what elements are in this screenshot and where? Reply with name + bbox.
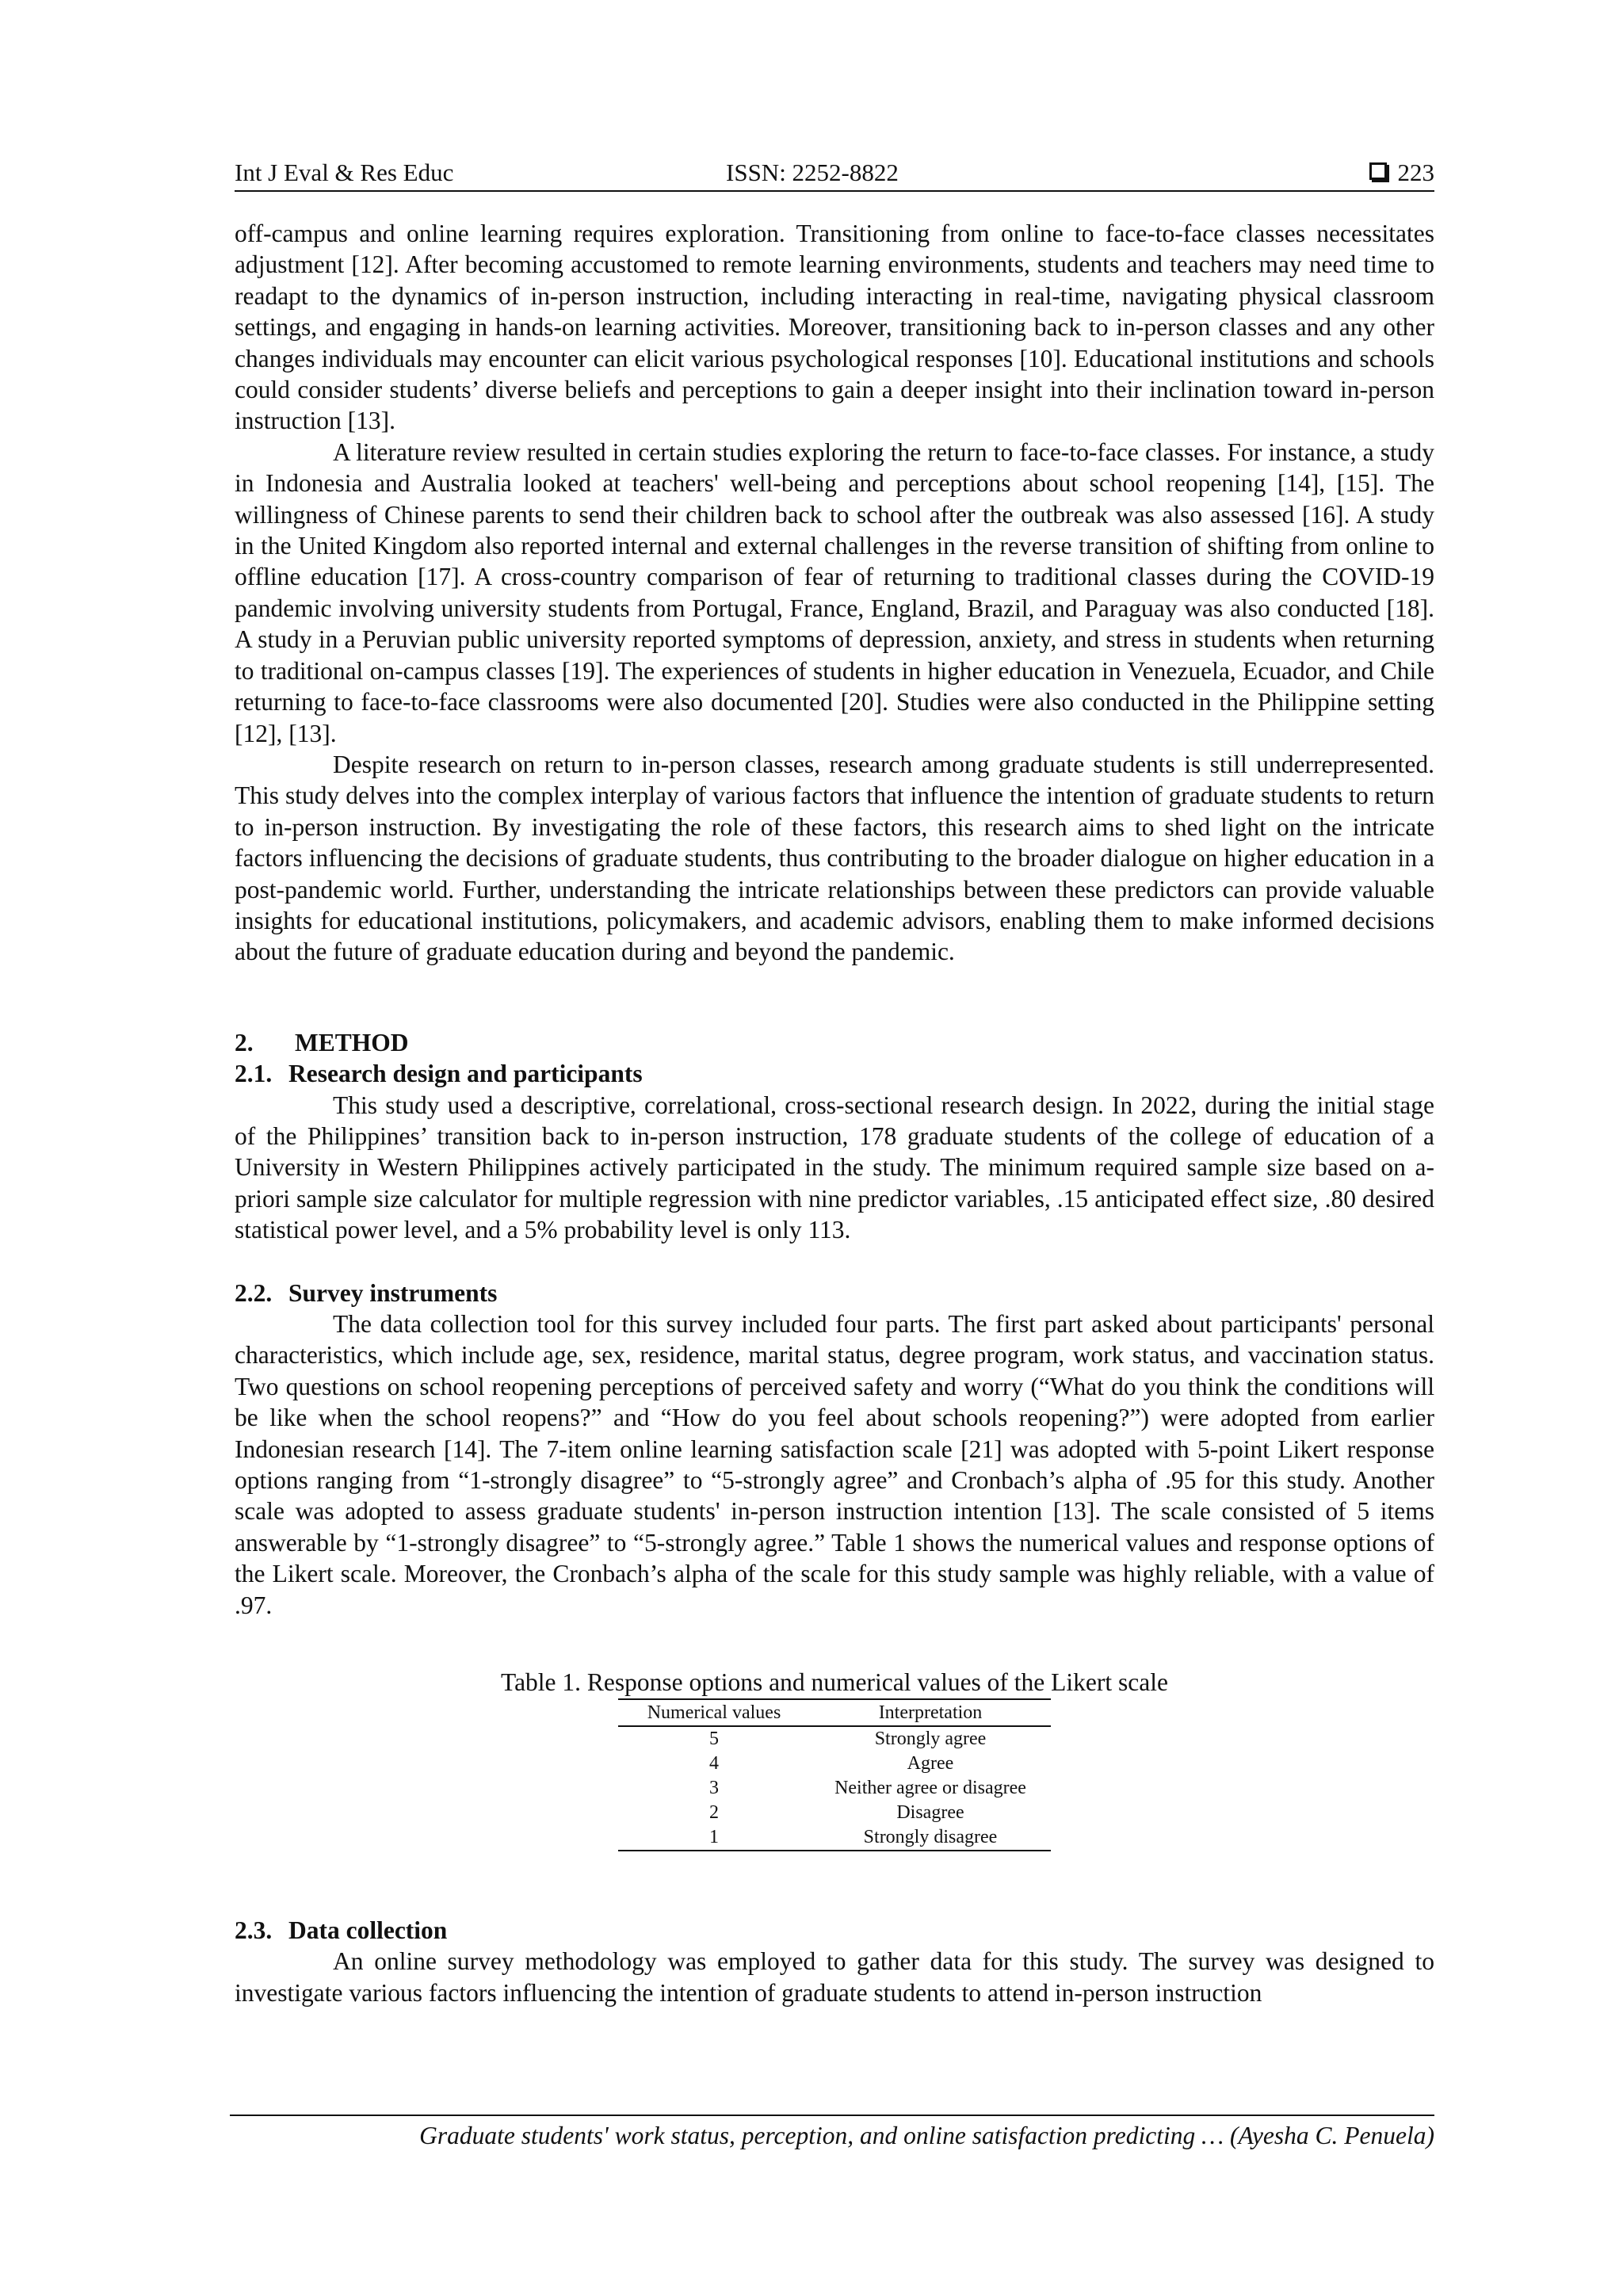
paragraph: A literature review resulted in certain studies exploring the return to face-to-face classes. For instance, a study in Indonesia and Australia looked at teachers' well-being and perceptions about school reopening [14], [15]. The willingness of Chinese parents to send their children back to school after the outbreak was also assessed [16]. A study in the United Kingdom also reported internal and external challenges in the reverse transition of shifting from online to offline education [17]. A cross-country comparison of fear of returning to traditional classes during the COVID-19 pandemic involving university students from Portugal, France, England, Brazil, and Paraguay was also conducted [18]. A study in a Peruvian public university reported symptoms of depression, anxiety, and stress in students when returning to traditional on-campus classes [19]. The experiences of students in higher education in Venezuela, Ecuador, and Chile returning to face-to-face classrooms were also documented [20]. Studies were also conducted in the Philippine setting [12], [13].	[235, 437, 1434, 747]
running-header	[235, 155, 1434, 190]
issn: ISSN: 2252-8822	[726, 159, 899, 186]
table-row	[618, 1801, 1051, 1825]
table-row	[618, 1752, 1051, 1776]
running-footer: Graduate students' work status, perception, and online satisfaction predicting … (Ayesha C. Penuela)	[419, 2122, 1434, 2149]
table-cell: Strongly agree	[874, 1729, 987, 1750]
table-row	[618, 1776, 1051, 1801]
subsection-title: Research design and participants	[288, 1060, 643, 1088]
section-heading	[235, 1027, 1434, 1058]
subsection-title: Survey instruments	[288, 1278, 498, 1307]
section-number: 2.	[235, 1028, 254, 1056]
table-cell: 3	[709, 1778, 719, 1799]
column-header: Numerical values	[618, 1699, 810, 1726]
table-cell: 1	[618, 1825, 810, 1851]
subsection-number: 2.2.	[235, 1278, 273, 1307]
header-divider	[235, 190, 1434, 192]
table-cell: 4	[709, 1753, 719, 1775]
paragraph: Despite research on return to in-person classes, research among graduate students is still underrepresented. This study delves into the complex interplay of various factors that influence the intention of graduate students to return to in-person instruction. By investigating the role of these factors, this research aims to shed light on the intricate factors influencing the decisions of graduate students, thus contributing to the broader dialogue on higher education in a post-pandemic world. Further, understanding the intricate relationships between these predictors can provide valuable insights for educational institutions, policymakers, and academic advisors, enabling them to make informed decisions about the future of graduate education during and beyond the pandemic.	[235, 750, 1434, 966]
table-cell: Strongly disagree	[810, 1825, 1051, 1851]
table-row	[618, 1825, 1051, 1851]
table-row	[618, 1726, 1051, 1752]
subsection-heading	[235, 1915, 1434, 1946]
table-caption: Table 1. Response options and numerical values of the Likert scale	[501, 1668, 1168, 1697]
body-text	[235, 218, 1434, 2008]
spacer	[235, 1246, 1434, 1278]
journal-name: Int J Eval & Res Educ	[235, 159, 454, 186]
paragraph: This study used a descriptive, correlational, cross-sectional research design. In 2022, during the initial stage of the Philippines’ transition back to in-person instruction, 178 graduate students of the college of education of a University in Western Philippines actively participated in the study. The minimum required sample size based on a-priori sample size calculator for multiple regression with nine predictor variables, .15 anticipated effect size, .80 desired statistical power level, and a 5% probability level is only 113.	[235, 1091, 1434, 1244]
column-header: Interpretation	[810, 1699, 1051, 1726]
subsection-heading	[235, 1058, 1434, 1089]
table-1	[235, 1667, 1434, 1851]
paragraph: The data collection tool for this survey included four parts. The first part asked about participants' personal characteristics, which include age, sex, residence, marital status, degree program, work status, and vaccination status. Two questions on school reopening perceptions of perceived safety and worry (“What do you think the conditions will be like when the school reopens?” and “How do you feel about schools reopening?”) were adopted from earlier Indonesian research [14]. The 7-item online learning satisfaction scale [21] was adopted with 5-point Likert response options ranging from “1-strongly disagree” to “5-strongly agree” and Cronbach’s alpha of .95 for this study. Another scale was adopted to assess graduate students' in-person instruction intention [13]. The scale consisted of 5 items answerable by “1-strongly disagree” to “5-strongly agree.” Table 1 shows the numerical values and response options of the Likert scale. Moreover, the Cronbach’s alpha of the scale for this study sample was highly reliable, with a value of .97.	[235, 1310, 1434, 1619]
subsection-title: Data collection	[288, 1916, 448, 1945]
likert-table	[618, 1698, 1051, 1851]
checkbox-square-icon	[1369, 162, 1387, 180]
table-cell: 5	[709, 1729, 719, 1750]
spacer	[235, 1851, 1434, 1915]
table-header-row	[618, 1699, 1051, 1726]
subsection-number: 2.1.	[235, 1060, 273, 1088]
table-cell: Agree	[907, 1753, 954, 1775]
subsection-heading	[235, 1278, 1434, 1308]
spacer	[235, 968, 1434, 1027]
section-title: METHOD	[295, 1028, 409, 1056]
page-number: 223	[1397, 159, 1434, 186]
table-cell: Neither agree or disagree	[834, 1778, 1026, 1799]
table-cell: Disagree	[896, 1802, 964, 1824]
subsection-number: 2.3.	[235, 1916, 273, 1945]
footer-divider	[230, 2115, 1434, 2116]
paragraph: An online survey methodology was employed to gather data for this study. The survey was designed to investigate various factors influencing the intention of graduate students to attend in-person instruction	[235, 1947, 1434, 2007]
table-cell: 2	[709, 1802, 719, 1824]
paragraph: off-campus and online learning requires exploration. Transitioning from online to face-to-face classes necessitates adjustment [12]. After becoming accustomed to remote learning environments, students and teachers may need time to readapt to the dynamics of in-person instruction, including interacting in real-time, navigating physical classroom settings, and engaging in hands-on learning activities. Moreover, transitioning back to in-person classes and any other changes individuals may encounter can elicit various psychological responses [10]. Educational institutions and schools could consider students’ diverse beliefs and perceptions to gain a deeper insight into their inclination toward in-person instruction [13].	[235, 220, 1434, 435]
